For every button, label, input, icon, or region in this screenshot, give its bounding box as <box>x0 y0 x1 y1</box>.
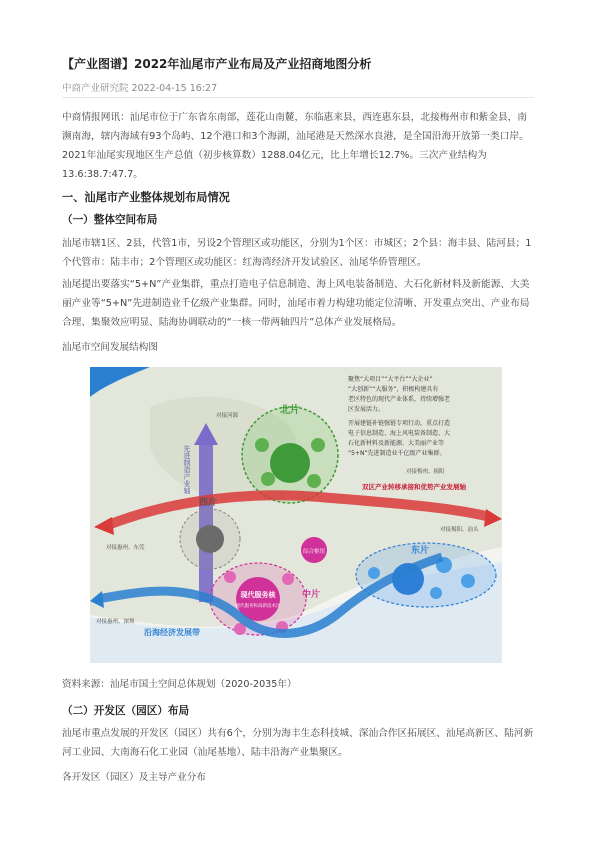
north-node <box>311 438 325 452</box>
north-node <box>307 474 321 488</box>
section1-heading: 一、汕尾市产业整体规划布局情况 <box>62 191 230 204</box>
admin-division-paragraph: 汕尾市辖1区、2县，代管1市，另设2个管理区或功能区，分别为1个区：市城区；2个县：海丰县、陆河县；1个代管市：陆丰市；2个管理区或功能区：红海湾经济开发试验区、汕尾华侨管理区。 <box>62 238 532 268</box>
legend-line: 石化新材料及新能源、大美丽产业等 <box>348 440 445 447</box>
east-node <box>368 567 380 579</box>
east-node <box>430 587 442 599</box>
article-source-date: 中商产业研究院 2022-04-15 16:27 <box>62 83 218 94</box>
figure-source: 资料来源：汕尾市国土空间总体规划（2020-2035年） <box>62 679 297 690</box>
east-node <box>461 574 475 588</box>
legend-line: “5+N”先进制造业千亿级产业集群。 <box>348 450 446 457</box>
industry-cluster-paragraph: 汕尾提出要落实“5+N”产业集群，重点打造电子信息制造、海上风电装备制造、大石化新材料及新能源、大美丽产业等“5+N”先进制造业千亿级产业集群。同时，汕尾市着力构建功能定位清晰、开发重点突出、产业布局合理、集聚效应明显、陆海协调联动的“一核一带两轴四片”总体产业发展格局。 <box>62 279 530 328</box>
vertical-axis-label: 先进制造产业轴 <box>183 445 191 494</box>
west-zone-label: 西片 <box>198 498 218 508</box>
middle-zone-label: 中片 <box>302 590 321 600</box>
coastal-belt-label: 沿海经济发展带 <box>144 628 200 637</box>
north-node <box>255 438 269 452</box>
transport-hub-label: 综合枢纽 <box>302 549 326 555</box>
middle-node <box>224 571 236 583</box>
intro-paragraph: 中商情报网讯：汕尾市位于广东省东南部，莲花山南麓，东临惠来县，西连惠东县，北接梅州市和紫金县，南濒南海，辖内海域有93个岛屿、12个港口和3个海湖，汕尾港是天然深水良港，是全国沿海开放第一类口岸。2021年汕尾实现地区生产总值（初步核算数）1288.04亿元，比上年增长12.7%。三次产业结构为13.6:38.7:47.7。 <box>62 112 529 180</box>
connect-huizhou-dongguan-label: 对接惠州、东莞 <box>106 545 145 551</box>
legend-line: 老区特色的现代产业体系，持续增强老 <box>348 396 451 403</box>
spatial-structure-map <box>90 367 502 663</box>
middle-node <box>282 573 294 585</box>
north-node <box>261 472 275 486</box>
legend-line: 聚焦“大项目”“大平台”“大企业” <box>348 376 433 383</box>
subsection2-heading: （二）开发区（园区）布局 <box>62 705 190 717</box>
article-title: 【产业图谱】2022年汕尾市产业布局及产业招商地图分析 <box>62 57 372 71</box>
north-zone-label: 北片 <box>280 405 300 416</box>
service-core-label: 现代服务核 <box>240 591 276 599</box>
legend-line: 开展建链补链强链专项行动，重点打造 <box>348 420 451 427</box>
connect-meizhou-label: 对接梅州、揭阳 <box>406 469 445 475</box>
east-west-axis-label: 双区产业转移承接和优势产业发展轴 <box>362 483 466 491</box>
connect-shantou-label: 对接揭阳、汕头 <box>440 527 479 533</box>
title-divider <box>62 97 534 98</box>
legend-line: “大创新”“大服务”，积极构建具有 <box>348 386 439 393</box>
north-zone-core <box>270 443 310 483</box>
figure-caption: 汕尾市空间发展结构图 <box>62 342 158 353</box>
east-zone-label: 东片 <box>410 546 430 556</box>
subsection1-heading: （一）整体空间布局 <box>62 214 158 226</box>
legend-line: 区发展活力。 <box>348 406 385 413</box>
connect-north-label: 对接河源 <box>216 413 239 419</box>
connect-shenzhen-label: 对接惠州、深圳 <box>96 619 135 625</box>
west-zone-core <box>196 525 224 553</box>
legend-line: 电子信息制造、海上风电装备制造、大 <box>348 430 451 437</box>
service-core-sublabel: 现代服务和高新技术区 <box>235 604 281 609</box>
table-caption: 各开发区（园区）及主导产业分布 <box>62 772 206 783</box>
development-zones-paragraph: 汕尾市重点发展的开发区（园区）共有6个，分别为海丰生态科技城、深汕合作区拓展区、汕尾高新区、陆河新河工业园、大南海石化工业园（汕尾基地）、陆丰沿海产业集聚区。 <box>62 728 534 758</box>
